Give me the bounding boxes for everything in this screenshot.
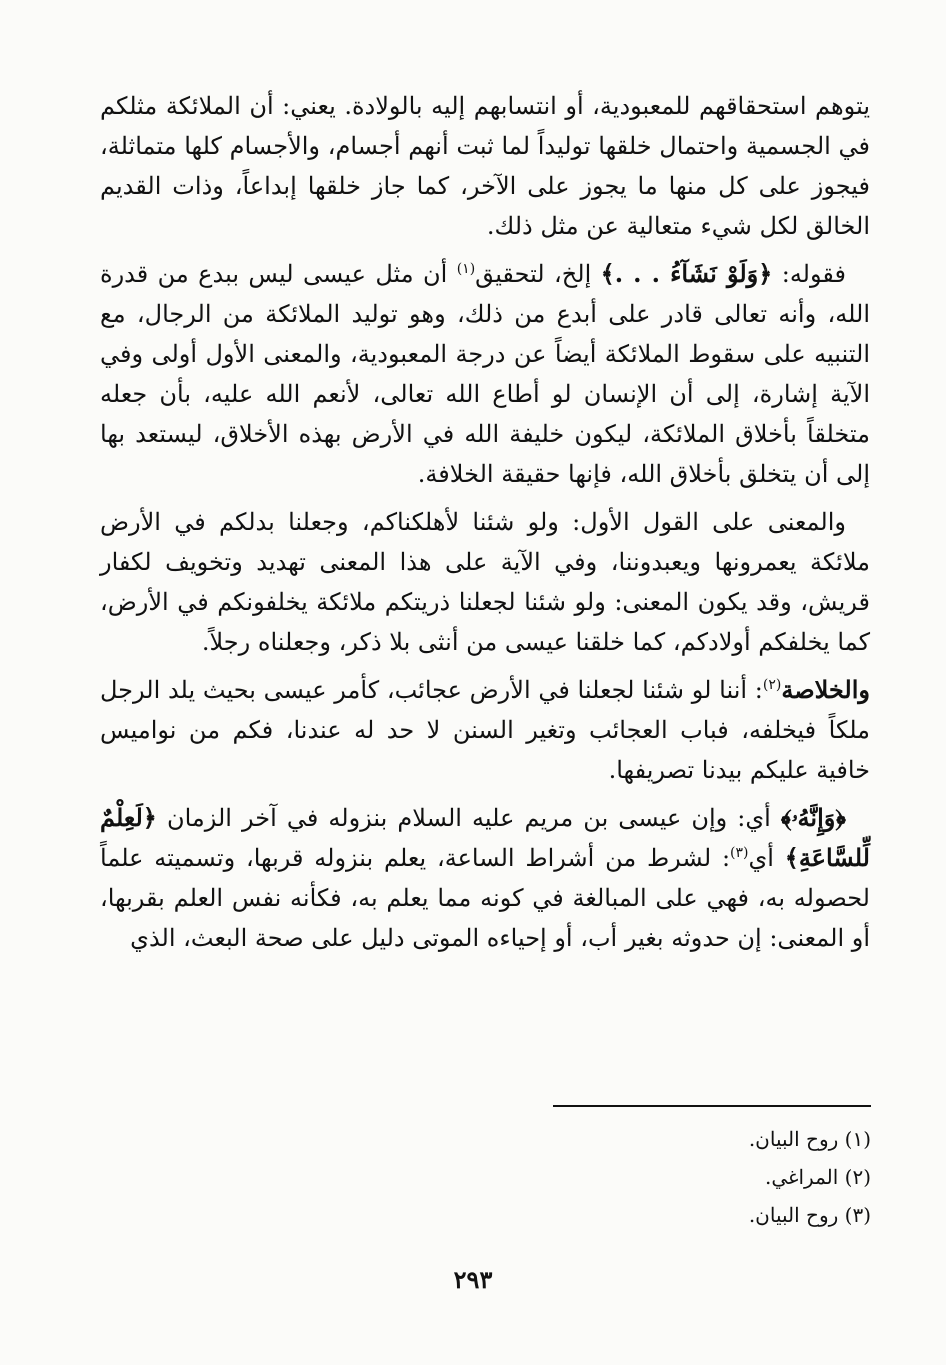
footnote-1: (١) روح البيان. — [748, 1127, 871, 1151]
footnotes — [553, 1120, 871, 1234]
paragraph-4-text: : أننا لو شئنا لجعلنا في الأرض عجائب، كأمر عيسى بحيث يلد الرجل ملكاً فيخلفه، فباب العجائب وتغير السنن لا حد له عندنا، فكم من نواميس خافية عليكم بيدنا تصريفها. — [100, 676, 870, 784]
footnote-ref-3[interactable]: (٣) — [730, 845, 749, 861]
footnote-2: (٢) المراغي. — [764, 1165, 871, 1189]
paragraph-4 — [100, 670, 870, 790]
paragraph-2-end: الآية إشارة، إلى أن الإنسان لو أطاع الله تعالى، لأنعم الله عليه، بأن جعله متخلقاً بأخلاق الملائكة، ليكون خليفة الله في الأرض بهذه الأخلاق، ليستعد بها إلى أن يتخلق بأخلاق الله، فإنها حقيقة الخلافة. — [100, 380, 870, 488]
paragraph-5-text: أي — [748, 844, 785, 872]
summary-heading: والخلاصة — [781, 675, 870, 704]
quran-quote: ﴿وَلَوْ نَشَآءُ . . .﴾ — [600, 259, 773, 288]
main-text — [100, 86, 870, 966]
footnote-ref-1[interactable]: (١) — [456, 261, 476, 277]
paragraph-2-text: إلخ، لتحقيق — [475, 260, 601, 288]
footnote-divider — [553, 1105, 871, 1107]
paragraph-5 — [100, 798, 870, 958]
quran-quote: ﴿لَعِلْمٌ لِّلسَّاعَةِ﴾ — [100, 803, 870, 872]
paragraph-5-text: : لشرط من أشراط الساعة، يعلم بنزوله قربها، وتسميته علماً — [100, 844, 731, 872]
paragraph-2 — [100, 254, 870, 494]
paragraph-2-lead: فقوله: — [772, 260, 847, 288]
quran-quote: ﴿وَإِنَّهُۥ﴾ — [780, 803, 846, 832]
page-number: ٢٩٣ — [453, 1265, 493, 1294]
paragraph-2-text: أن مثل عيسى ليس ببدع من قدرة الله، وأنه تعالى قادر على أبدع من ذلك، وهو توليد الملائكة من الرجال، مع التنبيه على سقوط الملائكة أيضاً عن درجة المعبودية، والمعنى الأول أولى وفي — [100, 260, 870, 368]
paragraph-5-end: لحصوله به، فهي على المبالغة في كونه مما يعلم به، فكأنه نفس العلم بقربها، أو المعنى: إن حدوثه بغير أب، أو إحياءه الموتى دليل على صحة البعث، الذي — [100, 884, 870, 952]
paragraph-1: يتوهم استحقاقهم للمعبودية، أو انتسابهم إليه بالولادة. يعني: أن الملائكة مثلكم في الجسمية واحتمال خلقها توليداً لما ثبت أنهم أجسام، والأجسام كلها متماثلة، فيجوز على كل منها ما يجوز على الآخر، كما جاز خلقها إبداعاً، وذات القديم الخالق لكل شيء متعالية عن مثل ذلك. — [100, 92, 870, 240]
footnote-3: (٣) روح البيان. — [748, 1203, 871, 1227]
paragraph-5-text: أي: وإن عيسى بن مريم عليه السلام بنزوله في آخر الزمان — [156, 804, 781, 832]
paragraph-3: والمعنى على القول الأول: ولو شئنا لأهلكناكم، وجعلنا بدلكم في الأرض ملائكة يعمرونها ويعبدوننا، وفي الآية على هذا المعنى تهديد وتخويف لكفار قريش، وقد يكون المعنى: ولو شئنا لجعلنا ذريتكم ملائكة يخلفونكم في الأرض، كما يخلفكم أولادكم، كما خلقنا عيسى من أنثى بلا ذكر، وجعلناه رجلاً. — [100, 508, 870, 656]
footnote-ref-2[interactable]: (٢) — [762, 677, 782, 693]
